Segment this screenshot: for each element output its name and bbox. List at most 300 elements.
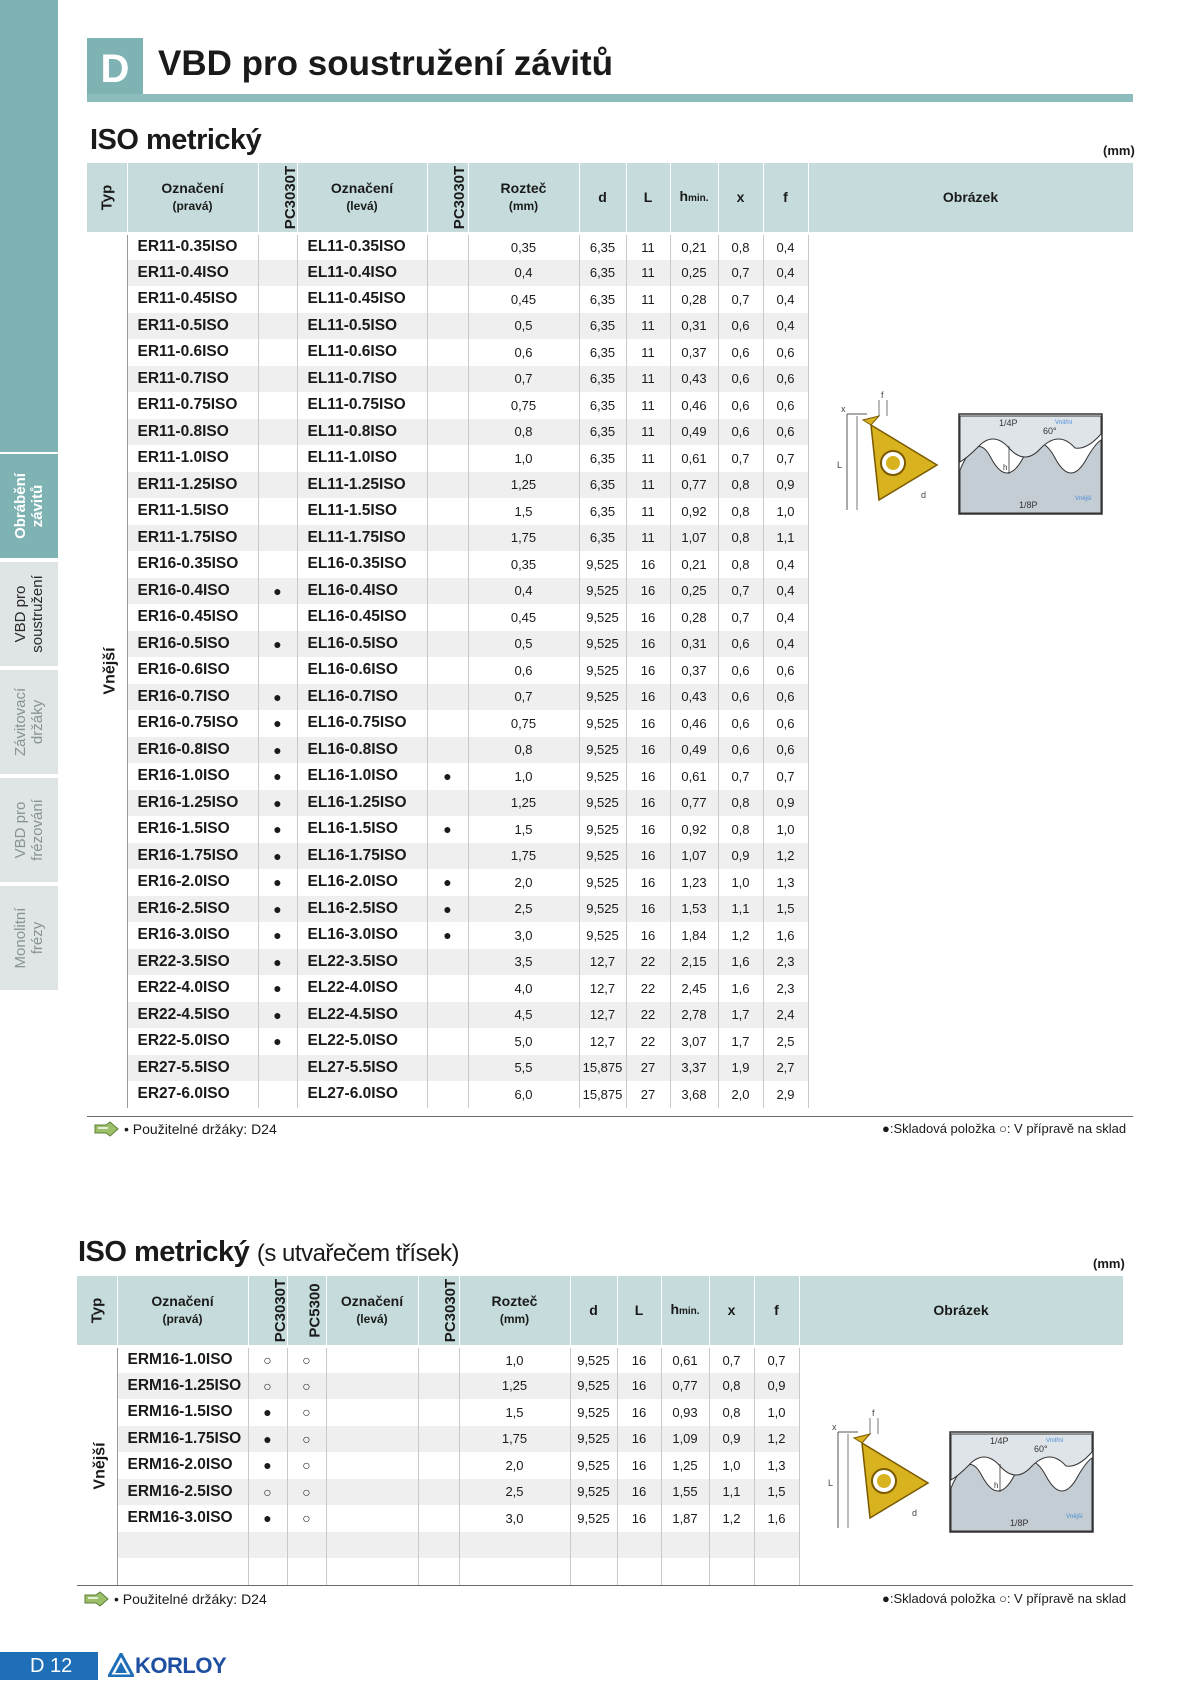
table-cell: 2,7 bbox=[763, 1055, 808, 1082]
table-cell: ● bbox=[258, 922, 297, 949]
table-cell bbox=[427, 578, 468, 605]
table-cell: 0,6 bbox=[763, 657, 808, 684]
table-cell: 3,0 bbox=[459, 1505, 570, 1532]
svg-text:L: L bbox=[827, 1477, 833, 1488]
table-cell: 1,5 bbox=[468, 816, 579, 843]
table-cell: 15,875 bbox=[579, 1055, 626, 1082]
table-cell: EL16-0.35ISO bbox=[297, 551, 427, 578]
table-cell: 1,6 bbox=[754, 1505, 799, 1532]
table-cell: 0,7 bbox=[763, 763, 808, 790]
table-cell: ○ bbox=[287, 1346, 326, 1373]
table-cell: ● bbox=[258, 896, 297, 923]
table-cell: 0,45 bbox=[468, 604, 579, 631]
table-cell: 6,35 bbox=[579, 233, 626, 260]
table-cell: 12,7 bbox=[579, 1028, 626, 1055]
table-cell bbox=[570, 1532, 617, 1559]
table-cell: 1,25 bbox=[661, 1452, 709, 1479]
stock-legend: ●:Skladová položka ○: V přípravě na sklad bbox=[882, 1121, 1127, 1136]
table-cell: EL16-1.25ISO bbox=[297, 790, 427, 817]
col-header-hmin: hmin. bbox=[661, 1276, 709, 1346]
table-cell: 2,9 bbox=[763, 1081, 808, 1108]
table-cell: 1,07 bbox=[670, 525, 718, 552]
table-cell: 0,6 bbox=[763, 392, 808, 419]
table-cell: 0,8 bbox=[718, 472, 763, 499]
table-cell bbox=[258, 313, 297, 340]
table-cell: 1,2 bbox=[763, 843, 808, 870]
table-cell: 0,4 bbox=[763, 260, 808, 287]
col-header-right: Označení (pravá) bbox=[127, 163, 258, 233]
table-cell: 0,4 bbox=[763, 578, 808, 605]
table-cell: 4,0 bbox=[468, 975, 579, 1002]
table-cell: 0,75 bbox=[468, 392, 579, 419]
table-cell: EL16-1.0ISO bbox=[297, 763, 427, 790]
table-cell: ● bbox=[427, 869, 468, 896]
table-cell: ○ bbox=[248, 1479, 287, 1506]
table-cell: 0,9 bbox=[709, 1426, 754, 1453]
table-cell: 12,7 bbox=[579, 949, 626, 976]
table-cell: 0,61 bbox=[670, 445, 718, 472]
table-cell: 1,5 bbox=[459, 1399, 570, 1426]
table-cell: 16 bbox=[626, 816, 670, 843]
title-rule bbox=[87, 94, 1133, 102]
table-cell: ○ bbox=[248, 1346, 287, 1373]
table-cell: ○ bbox=[287, 1452, 326, 1479]
table-cell: 1,2 bbox=[709, 1505, 754, 1532]
table-cell: EL11-1.0ISO bbox=[297, 445, 427, 472]
table-cell bbox=[427, 366, 468, 393]
svg-text:1/8P: 1/8P bbox=[1009, 1517, 1029, 1528]
table-cell: 0,25 bbox=[670, 260, 718, 287]
table-cell: 0,9 bbox=[718, 843, 763, 870]
table-cell: 1,7 bbox=[718, 1028, 763, 1055]
insert-drawing bbox=[837, 390, 937, 510]
table-cell bbox=[258, 472, 297, 499]
table-cell: 0,8 bbox=[718, 551, 763, 578]
svg-text:L: L bbox=[836, 459, 842, 470]
table-cell: 0,28 bbox=[670, 604, 718, 631]
col-header-typ: Typ bbox=[87, 163, 127, 233]
table-cell bbox=[427, 472, 468, 499]
table-cell: 0,7 bbox=[718, 260, 763, 287]
table-cell: 0,7 bbox=[709, 1346, 754, 1373]
svg-text:Vnější: Vnější bbox=[1065, 1513, 1083, 1520]
table-cell: 0,4 bbox=[763, 313, 808, 340]
table-cell: 0,21 bbox=[670, 233, 718, 260]
table-cell: 1,3 bbox=[763, 869, 808, 896]
table-cell bbox=[258, 498, 297, 525]
table-cell: EL11-0.4ISO bbox=[297, 260, 427, 287]
image-cell bbox=[799, 1346, 1123, 1585]
table-cell: 1,07 bbox=[670, 843, 718, 870]
holders-note-2: • Použitelné držáky: D24 bbox=[114, 1591, 267, 1607]
svg-text:Vnitřní: Vnitřní bbox=[1045, 1437, 1063, 1444]
col-header-d: d bbox=[579, 163, 626, 233]
table-cell: 9,525 bbox=[570, 1399, 617, 1426]
table-cell: 0,8 bbox=[468, 419, 579, 446]
table-cell: ● bbox=[258, 578, 297, 605]
table-cell bbox=[287, 1532, 326, 1559]
col-header-right: Označení (pravá) bbox=[117, 1276, 248, 1346]
table-cell: 0,8 bbox=[718, 498, 763, 525]
table-cell: 22 bbox=[626, 1002, 670, 1029]
table-cell: ○ bbox=[287, 1505, 326, 1532]
table-cell: 3,07 bbox=[670, 1028, 718, 1055]
table-cell: 2,5 bbox=[459, 1479, 570, 1506]
sidebar-tab-milling-inserts[interactable]: VBD pro frézování bbox=[0, 776, 58, 882]
table-cell bbox=[258, 392, 297, 419]
table-cell bbox=[427, 313, 468, 340]
table-cell: 9,525 bbox=[579, 843, 626, 870]
table-cell bbox=[287, 1558, 326, 1585]
table-cell: 0,5 bbox=[468, 313, 579, 340]
table-cell bbox=[326, 1505, 418, 1532]
table-cell: ● bbox=[258, 684, 297, 711]
table-cell: 2,45 bbox=[670, 975, 718, 1002]
col-header-left: Označení (levá) bbox=[297, 163, 427, 233]
table-cell: 0,9 bbox=[763, 790, 808, 817]
table-cell: 0,6 bbox=[763, 737, 808, 764]
table-cell: ER22-3.5ISO bbox=[127, 949, 258, 976]
table-cell: 11 bbox=[626, 339, 670, 366]
svg-text:h: h bbox=[993, 1480, 998, 1490]
svg-text:Vnější: Vnější bbox=[1074, 495, 1092, 502]
table-cell: 11 bbox=[626, 366, 670, 393]
table-cell: 9,525 bbox=[570, 1479, 617, 1506]
table-cell: ERM16-2.0ISO bbox=[117, 1452, 248, 1479]
table-cell: 6,35 bbox=[579, 286, 626, 313]
table-cell: 0,77 bbox=[670, 472, 718, 499]
table-cell: 1,1 bbox=[718, 896, 763, 923]
table-cell: 16 bbox=[617, 1479, 661, 1506]
table-row bbox=[87, 233, 1133, 260]
table-cell: 1,5 bbox=[754, 1479, 799, 1506]
section-title-iso-metric: ISO metrický bbox=[90, 124, 262, 156]
table-cell: EL22-3.5ISO bbox=[297, 949, 427, 976]
table-cell bbox=[258, 604, 297, 631]
table-cell bbox=[418, 1532, 459, 1559]
type-cell: Vnější bbox=[87, 233, 127, 1108]
table-cell bbox=[258, 233, 297, 260]
table-cell: 1,0 bbox=[763, 498, 808, 525]
thread-profile-drawing bbox=[950, 1432, 1093, 1532]
svg-text:d: d bbox=[911, 1507, 917, 1518]
table-cell: EL27-6.0ISO bbox=[297, 1081, 427, 1108]
table-cell: 16 bbox=[617, 1346, 661, 1373]
table-cell: 0,6 bbox=[763, 710, 808, 737]
table-cell: 0,6 bbox=[468, 339, 579, 366]
table-cell: 11 bbox=[626, 525, 670, 552]
table-cell: ● bbox=[258, 816, 297, 843]
table-cell: ER16-0.45ISO bbox=[127, 604, 258, 631]
table-cell: EL22-5.0ISO bbox=[297, 1028, 427, 1055]
table-cell: 1,87 bbox=[661, 1505, 709, 1532]
col-header-grade-right: PC3030T bbox=[258, 163, 297, 233]
table-cell: 16 bbox=[626, 684, 670, 711]
table-cell: EL11-0.75ISO bbox=[297, 392, 427, 419]
table-cell: 6,35 bbox=[579, 366, 626, 393]
table-cell: 0,35 bbox=[468, 233, 579, 260]
table-cell bbox=[326, 1479, 418, 1506]
table-cell: ER11-0.75ISO bbox=[127, 392, 258, 419]
table-cell: 1,09 bbox=[661, 1426, 709, 1453]
table-cell: 16 bbox=[626, 657, 670, 684]
table-cell: 11 bbox=[626, 419, 670, 446]
table-cell: EL16-1.75ISO bbox=[297, 843, 427, 870]
table-cell: ER11-0.45ISO bbox=[127, 286, 258, 313]
table-cell: EL11-0.7ISO bbox=[297, 366, 427, 393]
table-cell: 0,6 bbox=[763, 419, 808, 446]
table-cell: 5,5 bbox=[468, 1055, 579, 1082]
table-cell: 9,525 bbox=[570, 1373, 617, 1400]
table-cell: 27 bbox=[626, 1055, 670, 1082]
sidebar-tab-threading-holders[interactable]: Závitovací držáky bbox=[0, 668, 58, 774]
holder-icon bbox=[84, 1591, 110, 1607]
table-cell bbox=[326, 1452, 418, 1479]
col-header-grade-left: PC3030T bbox=[418, 1276, 459, 1346]
table-cell: EL16-0.45ISO bbox=[297, 604, 427, 631]
table-cell bbox=[326, 1426, 418, 1453]
table-cell bbox=[117, 1532, 248, 1559]
table-cell: 0,7 bbox=[718, 604, 763, 631]
unit-label-2: (mm) bbox=[1093, 1256, 1125, 1271]
section-title-iso-metric-chipbreaker: ISO metrický (s utvařečem třísek) bbox=[78, 1236, 459, 1268]
table-cell bbox=[326, 1346, 418, 1373]
col-header-grade-pc5300: PC5300 bbox=[287, 1276, 326, 1346]
table-cell: 1,0 bbox=[718, 869, 763, 896]
table-cell bbox=[258, 339, 297, 366]
table-cell: 0,6 bbox=[718, 657, 763, 684]
table-cell: 0,61 bbox=[670, 763, 718, 790]
table-cell: 2,3 bbox=[763, 975, 808, 1002]
table-cell: 16 bbox=[626, 790, 670, 817]
table-cell: 6,35 bbox=[579, 419, 626, 446]
table-cell: EL16-1.5ISO bbox=[297, 816, 427, 843]
table-cell: 1,5 bbox=[763, 896, 808, 923]
table-cell: ER11-0.6ISO bbox=[127, 339, 258, 366]
table-cell: 5,0 bbox=[468, 1028, 579, 1055]
table-cell bbox=[427, 1081, 468, 1108]
table-cell: EL16-0.5ISO bbox=[297, 631, 427, 658]
table-cell: 3,68 bbox=[670, 1081, 718, 1108]
table-cell: 11 bbox=[626, 260, 670, 287]
table-cell: EL16-0.75ISO bbox=[297, 710, 427, 737]
svg-text:x: x bbox=[831, 1421, 836, 1432]
table-cell: 1,2 bbox=[718, 922, 763, 949]
col-header-x: x bbox=[709, 1276, 754, 1346]
table-cell: 1,2 bbox=[754, 1426, 799, 1453]
table-cell: 0,7 bbox=[468, 366, 579, 393]
holders-note: • Použitelné držáky: D24 bbox=[124, 1121, 277, 1137]
table-cell: ● bbox=[248, 1399, 287, 1426]
table-cell: 0,6 bbox=[468, 657, 579, 684]
table-cell: ● bbox=[258, 949, 297, 976]
table-cell bbox=[418, 1399, 459, 1426]
table-cell: 0,45 bbox=[468, 286, 579, 313]
table-cell: 0,4 bbox=[468, 260, 579, 287]
table-cell: 1,75 bbox=[468, 843, 579, 870]
table-cell bbox=[258, 419, 297, 446]
sidebar-tab-turning-inserts[interactable]: VBD pro soustružení bbox=[0, 560, 58, 666]
page-number: D 12 bbox=[0, 1652, 98, 1680]
table-cell: ● bbox=[427, 922, 468, 949]
table-cell: 1,23 bbox=[670, 869, 718, 896]
section-letter: D bbox=[87, 38, 143, 100]
table-cell: ERM16-1.5ISO bbox=[117, 1399, 248, 1426]
table-cell: ER16-0.75ISO bbox=[127, 710, 258, 737]
table-cell: 16 bbox=[626, 578, 670, 605]
col-header-left: Označení (levá) bbox=[326, 1276, 418, 1346]
table-cell: ER16-1.5ISO bbox=[127, 816, 258, 843]
table-cell: ER16-1.25ISO bbox=[127, 790, 258, 817]
col-header-hmin: hmin. bbox=[670, 163, 718, 233]
table-cell bbox=[427, 260, 468, 287]
table-cell: ○ bbox=[287, 1399, 326, 1426]
table-cell: 0,46 bbox=[670, 710, 718, 737]
table-cell: 6,35 bbox=[579, 445, 626, 472]
table-cell bbox=[418, 1373, 459, 1400]
table-cell: 2,5 bbox=[763, 1028, 808, 1055]
table-cell: ● bbox=[258, 1028, 297, 1055]
col-header-pitch: Rozteč (mm) bbox=[468, 163, 579, 233]
unit-label: (mm) bbox=[1103, 143, 1135, 158]
table-cell: ER16-3.0ISO bbox=[127, 922, 258, 949]
table-cell: 0,35 bbox=[468, 551, 579, 578]
table-cell: 0,6 bbox=[763, 684, 808, 711]
table-cell: ○ bbox=[248, 1373, 287, 1400]
table-cell: 0,7 bbox=[718, 763, 763, 790]
table-cell bbox=[427, 551, 468, 578]
table-cell: 2,5 bbox=[468, 896, 579, 923]
table-cell: 16 bbox=[617, 1505, 661, 1532]
table-cell: ER11-0.4ISO bbox=[127, 260, 258, 287]
table-cell: 12,7 bbox=[579, 1002, 626, 1029]
table-cell: 6,35 bbox=[579, 392, 626, 419]
table-cell: 1,55 bbox=[661, 1479, 709, 1506]
table-cell: 0,6 bbox=[718, 313, 763, 340]
table-cell bbox=[617, 1532, 661, 1559]
table-cell: 0,46 bbox=[670, 392, 718, 419]
korloy-logo-icon bbox=[108, 1653, 134, 1677]
svg-text:x: x bbox=[840, 403, 845, 414]
table-cell: EL16-3.0ISO bbox=[297, 922, 427, 949]
table-cell: 27 bbox=[626, 1081, 670, 1108]
table-cell: ER16-0.6ISO bbox=[127, 657, 258, 684]
table-cell: 6,35 bbox=[579, 260, 626, 287]
table-cell: 9,525 bbox=[579, 896, 626, 923]
table-cell: 1,5 bbox=[468, 498, 579, 525]
table-cell: 16 bbox=[626, 869, 670, 896]
table-cell: ER11-0.5ISO bbox=[127, 313, 258, 340]
table-cell: 6,35 bbox=[579, 339, 626, 366]
table-cell bbox=[427, 949, 468, 976]
table-cell: 0,4 bbox=[763, 604, 808, 631]
svg-text:60°: 60° bbox=[1042, 425, 1057, 436]
table-cell: 1,25 bbox=[468, 472, 579, 499]
table-cell bbox=[459, 1532, 570, 1559]
table-cell: 22 bbox=[626, 1028, 670, 1055]
table-cell: ERM16-3.0ISO bbox=[117, 1505, 248, 1532]
holder-icon bbox=[94, 1121, 120, 1137]
table-cell: ER16-0.4ISO bbox=[127, 578, 258, 605]
table-cell: EL11-0.5ISO bbox=[297, 313, 427, 340]
table-cell: ● bbox=[258, 843, 297, 870]
col-header-l: L bbox=[617, 1276, 661, 1346]
table-cell: EL16-2.0ISO bbox=[297, 869, 427, 896]
table-cell: 0,8 bbox=[718, 233, 763, 260]
table-cell: ER16-0.8ISO bbox=[127, 737, 258, 764]
table-cell: ER11-1.25ISO bbox=[127, 472, 258, 499]
insert-drawing bbox=[828, 1408, 928, 1528]
table-cell: 1,6 bbox=[763, 922, 808, 949]
table-cell bbox=[258, 657, 297, 684]
table-cell: ● bbox=[248, 1505, 287, 1532]
table-cell: EL16-2.5ISO bbox=[297, 896, 427, 923]
table-cell bbox=[427, 1002, 468, 1029]
table-cell: ER11-0.35ISO bbox=[127, 233, 258, 260]
table-cell: EL22-4.0ISO bbox=[297, 975, 427, 1002]
iso-metric-table bbox=[87, 163, 1134, 1108]
table-cell: 1,75 bbox=[459, 1426, 570, 1453]
table-cell: 9,525 bbox=[579, 790, 626, 817]
sidebar-tab-solid-mills[interactable]: Monolitní frézy bbox=[0, 884, 58, 990]
table-cell bbox=[427, 631, 468, 658]
table-cell: ● bbox=[258, 1002, 297, 1029]
table-cell: ● bbox=[248, 1452, 287, 1479]
table-cell: ERM16-2.5ISO bbox=[117, 1479, 248, 1506]
svg-text:f: f bbox=[880, 389, 884, 400]
table-cell: 0,77 bbox=[670, 790, 718, 817]
table-cell: 3,37 bbox=[670, 1055, 718, 1082]
svg-text:1/8P: 1/8P bbox=[1018, 499, 1038, 510]
svg-text:f: f bbox=[871, 1407, 875, 1418]
table-cell: 1,6 bbox=[718, 975, 763, 1002]
table-cell: 0,93 bbox=[661, 1399, 709, 1426]
table-cell: 15,875 bbox=[579, 1081, 626, 1108]
table-cell bbox=[418, 1505, 459, 1532]
table-cell: ○ bbox=[287, 1373, 326, 1400]
table-cell bbox=[117, 1558, 248, 1585]
table-cell: 0,4 bbox=[763, 631, 808, 658]
table-cell: 0,6 bbox=[718, 631, 763, 658]
svg-text:Vnitřní: Vnitřní bbox=[1054, 419, 1072, 426]
table-cell: 1,0 bbox=[754, 1399, 799, 1426]
table-cell: 0,25 bbox=[670, 578, 718, 605]
table-cell: ER27-5.5ISO bbox=[127, 1055, 258, 1082]
table-cell: 16 bbox=[617, 1399, 661, 1426]
table-cell: 9,525 bbox=[579, 631, 626, 658]
table-cell: 0,75 bbox=[468, 710, 579, 737]
svg-text:h: h bbox=[1002, 462, 1007, 472]
table-cell: 16 bbox=[626, 631, 670, 658]
table-cell: 0,43 bbox=[670, 684, 718, 711]
table-cell: 16 bbox=[626, 710, 670, 737]
table-cell: 16 bbox=[626, 843, 670, 870]
table-cell: EL11-0.45ISO bbox=[297, 286, 427, 313]
table-cell bbox=[326, 1373, 418, 1400]
table-cell: ER11-1.5ISO bbox=[127, 498, 258, 525]
col-header-d: d bbox=[570, 1276, 617, 1346]
table-cell: 0,6 bbox=[718, 392, 763, 419]
sidebar-tab-thread-machining[interactable]: Obrábění závitů bbox=[0, 452, 58, 558]
table-cell: 1,75 bbox=[468, 525, 579, 552]
table-cell: 9,525 bbox=[579, 737, 626, 764]
table-cell: 9,525 bbox=[579, 551, 626, 578]
table-cell: 16 bbox=[626, 551, 670, 578]
table-cell: EL16-0.6ISO bbox=[297, 657, 427, 684]
table-cell: ER22-4.0ISO bbox=[127, 975, 258, 1002]
iso-metric-chipbreaker-table bbox=[77, 1276, 1124, 1585]
col-header-f: f bbox=[763, 163, 808, 233]
